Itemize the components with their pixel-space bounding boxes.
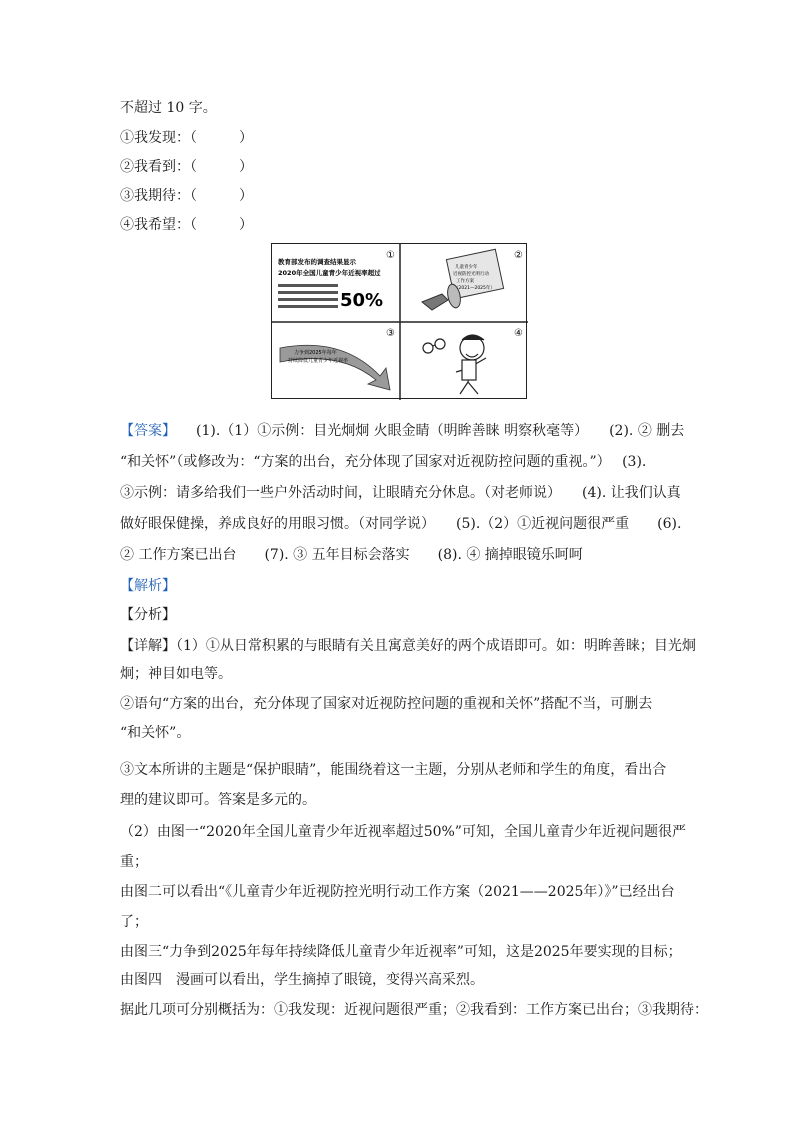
answer-text-1: (1).（1）①示例：目光炯炯 火眼金睛（明眸善睐 明察秋毫等） (2). ② 删去: [196, 423, 685, 439]
comic-figure: [271, 243, 527, 399]
answer-line-2: “和关怀”（或修改为：“方案的出台，充分体现了国家对近视防控问题的重视。”） (3).: [120, 454, 647, 470]
glasses-icon: [423, 339, 445, 353]
analysis-line-5: ③文本所讲的主题是“保护眼睛”，能围绕着这一主题，分别从老师和学生的角度，看出合: [120, 762, 667, 778]
panel3-line1: 力争到2025年每年: [294, 350, 337, 356]
scroll-line4: （2021—2025年）: [454, 286, 495, 291]
panel3-number: ③: [386, 328, 395, 339]
answer-line-1: [120, 421, 684, 441]
analysis-line-9: 由图二可以看出“《儿童青少年近视防控光明行动工作方案（2021——2025年）》”已经出台: [120, 884, 675, 900]
analysis-fenxi: 【分析】: [120, 607, 176, 623]
answer-tag: 【答案】: [120, 423, 176, 439]
analysis-line-6: 理的建议即可。答案是多元的。: [120, 792, 316, 808]
question-item-1: ①我发现：（ ）: [120, 130, 253, 146]
panel1-line1: 教育部发布的调查结果显示: [278, 258, 356, 266]
panel1-line2: 2020年全国儿童青少年近视率超过: [278, 269, 381, 277]
happy-child-icon: [456, 335, 486, 394]
analysis-line-1: 【详解】（1）①从日常积累的与眼睛有关且寓意美好的两个成语即可。如：明眸善睐；目光炯: [120, 638, 696, 654]
question-item-2: ②我看到：（ ）: [120, 159, 253, 175]
analysis-line-7: （2）由图一“2020年全国儿童青少年近视率超过50%”可知，全国儿童青少年近视问题很严: [120, 824, 686, 840]
scroll-line2: 近视防控光明行动: [453, 272, 489, 277]
panel1-number: ①: [386, 250, 395, 261]
answer-line-5: ② 工作方案已出台 (7). ③ 五年目标会落实 (8). ④ 摘掉眼镜乐呵呵: [120, 547, 583, 563]
question-item-3: ③我期待：（ ）: [120, 188, 253, 204]
analysis-line-10: 了；: [120, 914, 148, 930]
panel1-percent: 50%: [340, 290, 384, 311]
panel4-number: ④: [514, 328, 523, 339]
question-intro: 不超过 10 字。: [120, 100, 217, 116]
analysis-line-3: ②语句“方案的出台，充分体现了国家对近视防控问题的重视和关怀”搭配不当，可删去: [120, 696, 653, 712]
analysis-line-8: 重；: [120, 854, 148, 870]
pointing-hand-icon: [422, 294, 448, 310]
analysis-line-4: “和关怀”。: [120, 725, 191, 741]
analysis-line-12: 由图四 漫画可以看出，学生摘掉了眼镜，变得兴高采烈。: [120, 972, 484, 988]
panel3-line2: 持续降低儿童青少年近视率: [288, 358, 349, 364]
scroll-line1: 儿童青少年: [455, 265, 478, 270]
question-item-4: ④我希望：（ ）: [120, 217, 253, 233]
scroll-line3: 工作方案: [456, 279, 474, 284]
panel2-number: ②: [514, 250, 523, 261]
answer-line-3: ③示例：请多给我们一些户外活动时间，让眼睛充分休息。（对老师说） (4). 让我们认真: [120, 485, 681, 501]
answer-line-4: 做好眼保健操，养成良好的用眼习惯。（对同学说） (5).（2）①近视问题很严重 (6).: [120, 516, 682, 532]
analysis-line-13: 据此几项可分别概括为：①我发现：近视问题很严重；②我看到：工作方案已出台；③我期待：: [120, 1002, 708, 1018]
analysis-tag: 【解析】: [120, 578, 176, 594]
analysis-line-11: 由图三“力争到2025年每年持续降低儿童青少年近视率”可知，这是2025年要实现的目标；: [120, 944, 682, 960]
scroll-document-icon: [446, 249, 504, 309]
comic-figure-svg: [272, 244, 528, 400]
analysis-line-2: 炯；神目如电等。: [120, 666, 232, 682]
crowd-icon: [278, 284, 338, 308]
